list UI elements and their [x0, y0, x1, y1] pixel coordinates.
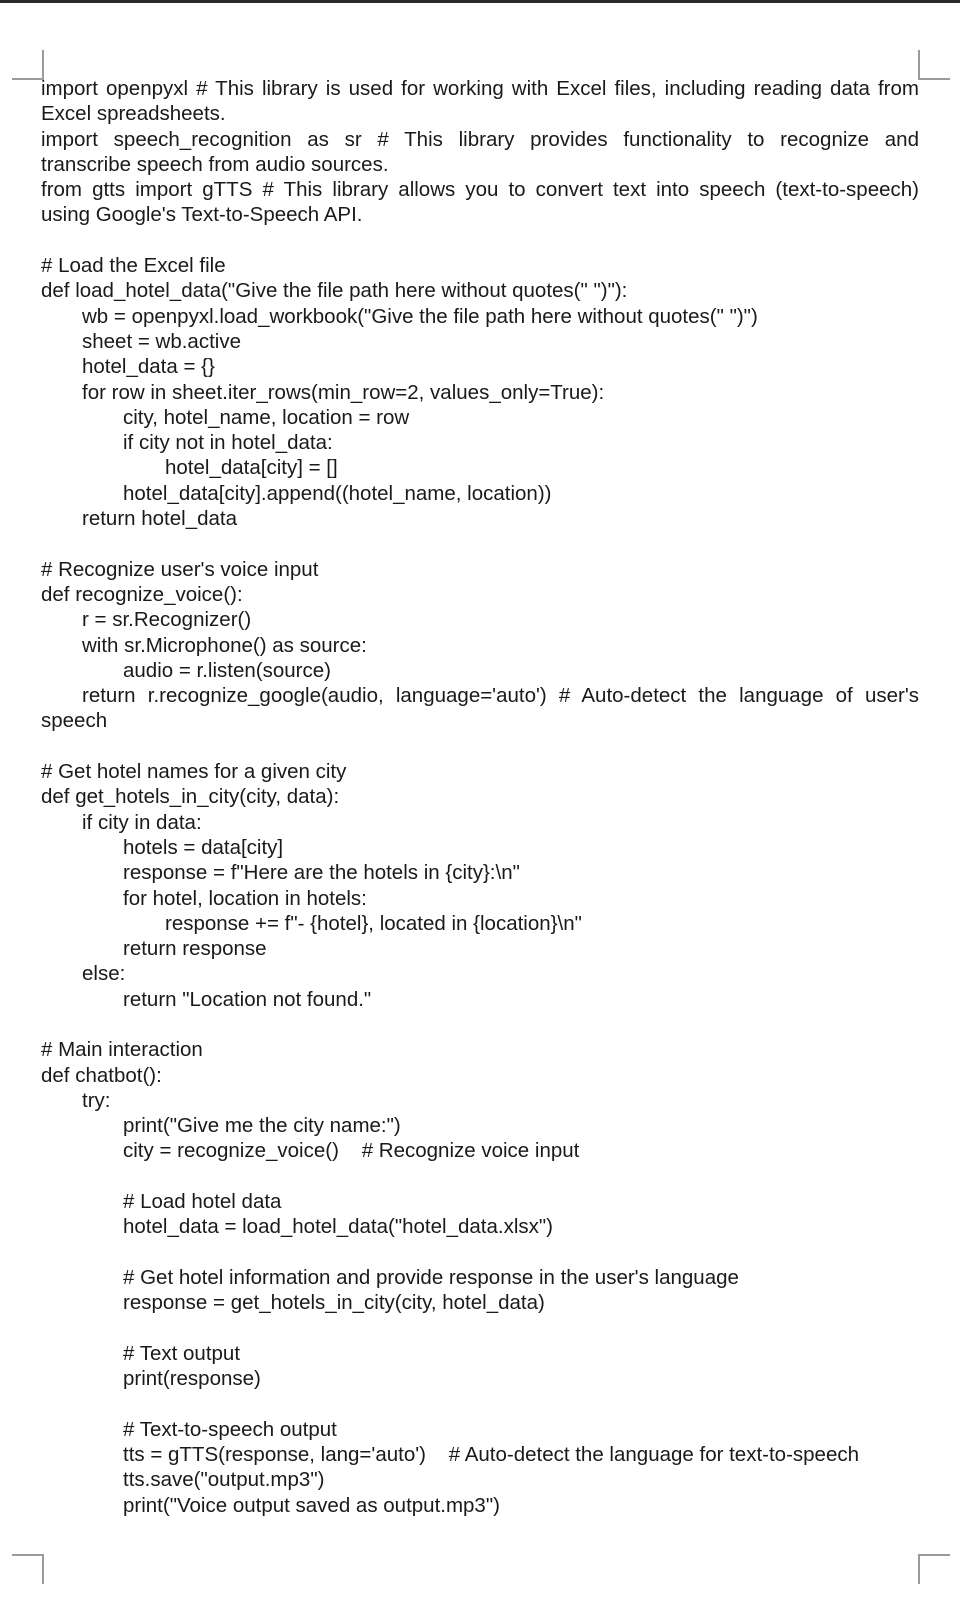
- code-line: return hotel_data: [82, 507, 238, 531]
- code-line: return r.recognize_google(audio, language='auto') # Auto-detect the language of user's: [82, 684, 919, 708]
- code-line: print("Voice output saved as output.mp3"): [123, 1493, 500, 1517]
- code-line: tts.save("output.mp3"): [123, 1468, 325, 1492]
- code-line: city = recognize_voice() # Recognize voice input: [123, 1139, 580, 1163]
- code-line: try:: [82, 1088, 111, 1112]
- text-line: using Google's Text-to-Speech API.: [41, 203, 363, 227]
- blank-line: [41, 1391, 919, 1416]
- top-border: [0, 0, 960, 3]
- code-line: hotels = data[city]: [123, 835, 284, 859]
- code-line: def load_hotel_data("Give the file path here without quotes(" ")"):: [41, 279, 628, 303]
- code-line: else:: [82, 962, 126, 986]
- code-line: return "Location not found.": [123, 987, 372, 1011]
- code-line: def get_hotels_in_city(city, data):: [41, 785, 340, 809]
- code-line: def chatbot():: [41, 1063, 162, 1087]
- blank-line: [41, 1012, 919, 1037]
- code-line: wb = openpyxl.load_workbook("Give the file path here without quotes(" ")"): [82, 304, 758, 328]
- code-line: for row in sheet.iter_rows(min_row=2, values_only=True):: [82, 380, 605, 404]
- code-comment: # Text output: [123, 1341, 241, 1365]
- blank-line: [41, 531, 919, 556]
- code-comment: # Main interaction: [41, 1038, 203, 1062]
- blank-line: [41, 1164, 919, 1189]
- code-line: return response: [123, 937, 267, 961]
- code-comment: # Recognize user's voice input: [41, 557, 319, 581]
- code-comment: # Load hotel data: [123, 1190, 282, 1214]
- text-line: transcribe speech from audio sources.: [41, 152, 389, 176]
- code-line: with sr.Microphone() as source:: [82, 633, 367, 657]
- crop-mark-top-right: [918, 50, 950, 80]
- blank-line: [41, 734, 919, 759]
- code-comment: # Get hotel names for a given city: [41, 760, 347, 784]
- crop-mark-top-left: [12, 50, 44, 80]
- code-line: tts = gTTS(response, lang='auto') # Auto-detect the language for text-to-speech: [123, 1443, 860, 1467]
- document-body: [41, 76, 919, 1518]
- code-comment: # Text-to-speech output: [123, 1417, 337, 1441]
- code-line: speech: [41, 709, 108, 733]
- blank-line: [41, 228, 919, 253]
- code-line: hotel_data[city].append((hotel_name, location)): [123, 481, 552, 505]
- code-line: r = sr.Recognizer(): [82, 608, 252, 632]
- text-line: from gtts import gTTS # This library allows you to convert text into speech (text-to-speech): [41, 178, 919, 202]
- crop-mark-bottom-left: [12, 1554, 44, 1584]
- code-line: if city in data:: [82, 810, 202, 834]
- blank-line: [41, 1240, 919, 1265]
- code-line: hotel_data = load_hotel_data("hotel_data.xlsx"): [123, 1215, 553, 1239]
- code-line: hotel_data[city] = []: [165, 456, 338, 480]
- code-line: response = get_hotels_in_city(city, hotel_data): [123, 1291, 545, 1315]
- code-line: print("Give me the city name:"): [123, 1114, 401, 1138]
- crop-mark-bottom-right: [918, 1554, 950, 1584]
- code-line: hotel_data = {}: [82, 355, 215, 379]
- code-line: def recognize_voice():: [41, 582, 243, 606]
- text-line: import openpyxl # This library is used for working with Excel files, including reading data from: [41, 77, 919, 100]
- code-line: if city not in hotel_data:: [123, 431, 333, 455]
- code-line: city, hotel_name, location = row: [123, 405, 410, 429]
- code-comment: # Get hotel information and provide response in the user's language: [123, 1265, 739, 1289]
- text-line: Excel spreadsheets.: [41, 102, 226, 126]
- code-line: for hotel, location in hotels:: [123, 886, 367, 910]
- text-line: import speech_recognition as sr # This library provides functionality to recognize and: [41, 127, 919, 151]
- code-line: response += f"- {hotel}, located in {location}\n": [165, 911, 582, 935]
- code-line: sheet = wb.active: [82, 329, 241, 353]
- code-comment: # Load the Excel file: [41, 254, 226, 278]
- code-line: response = f"Here are the hotels in {city}:\n": [123, 861, 520, 885]
- blank-line: [41, 1316, 919, 1341]
- code-line: audio = r.listen(source): [123, 658, 331, 682]
- code-line: print(response): [123, 1367, 261, 1391]
